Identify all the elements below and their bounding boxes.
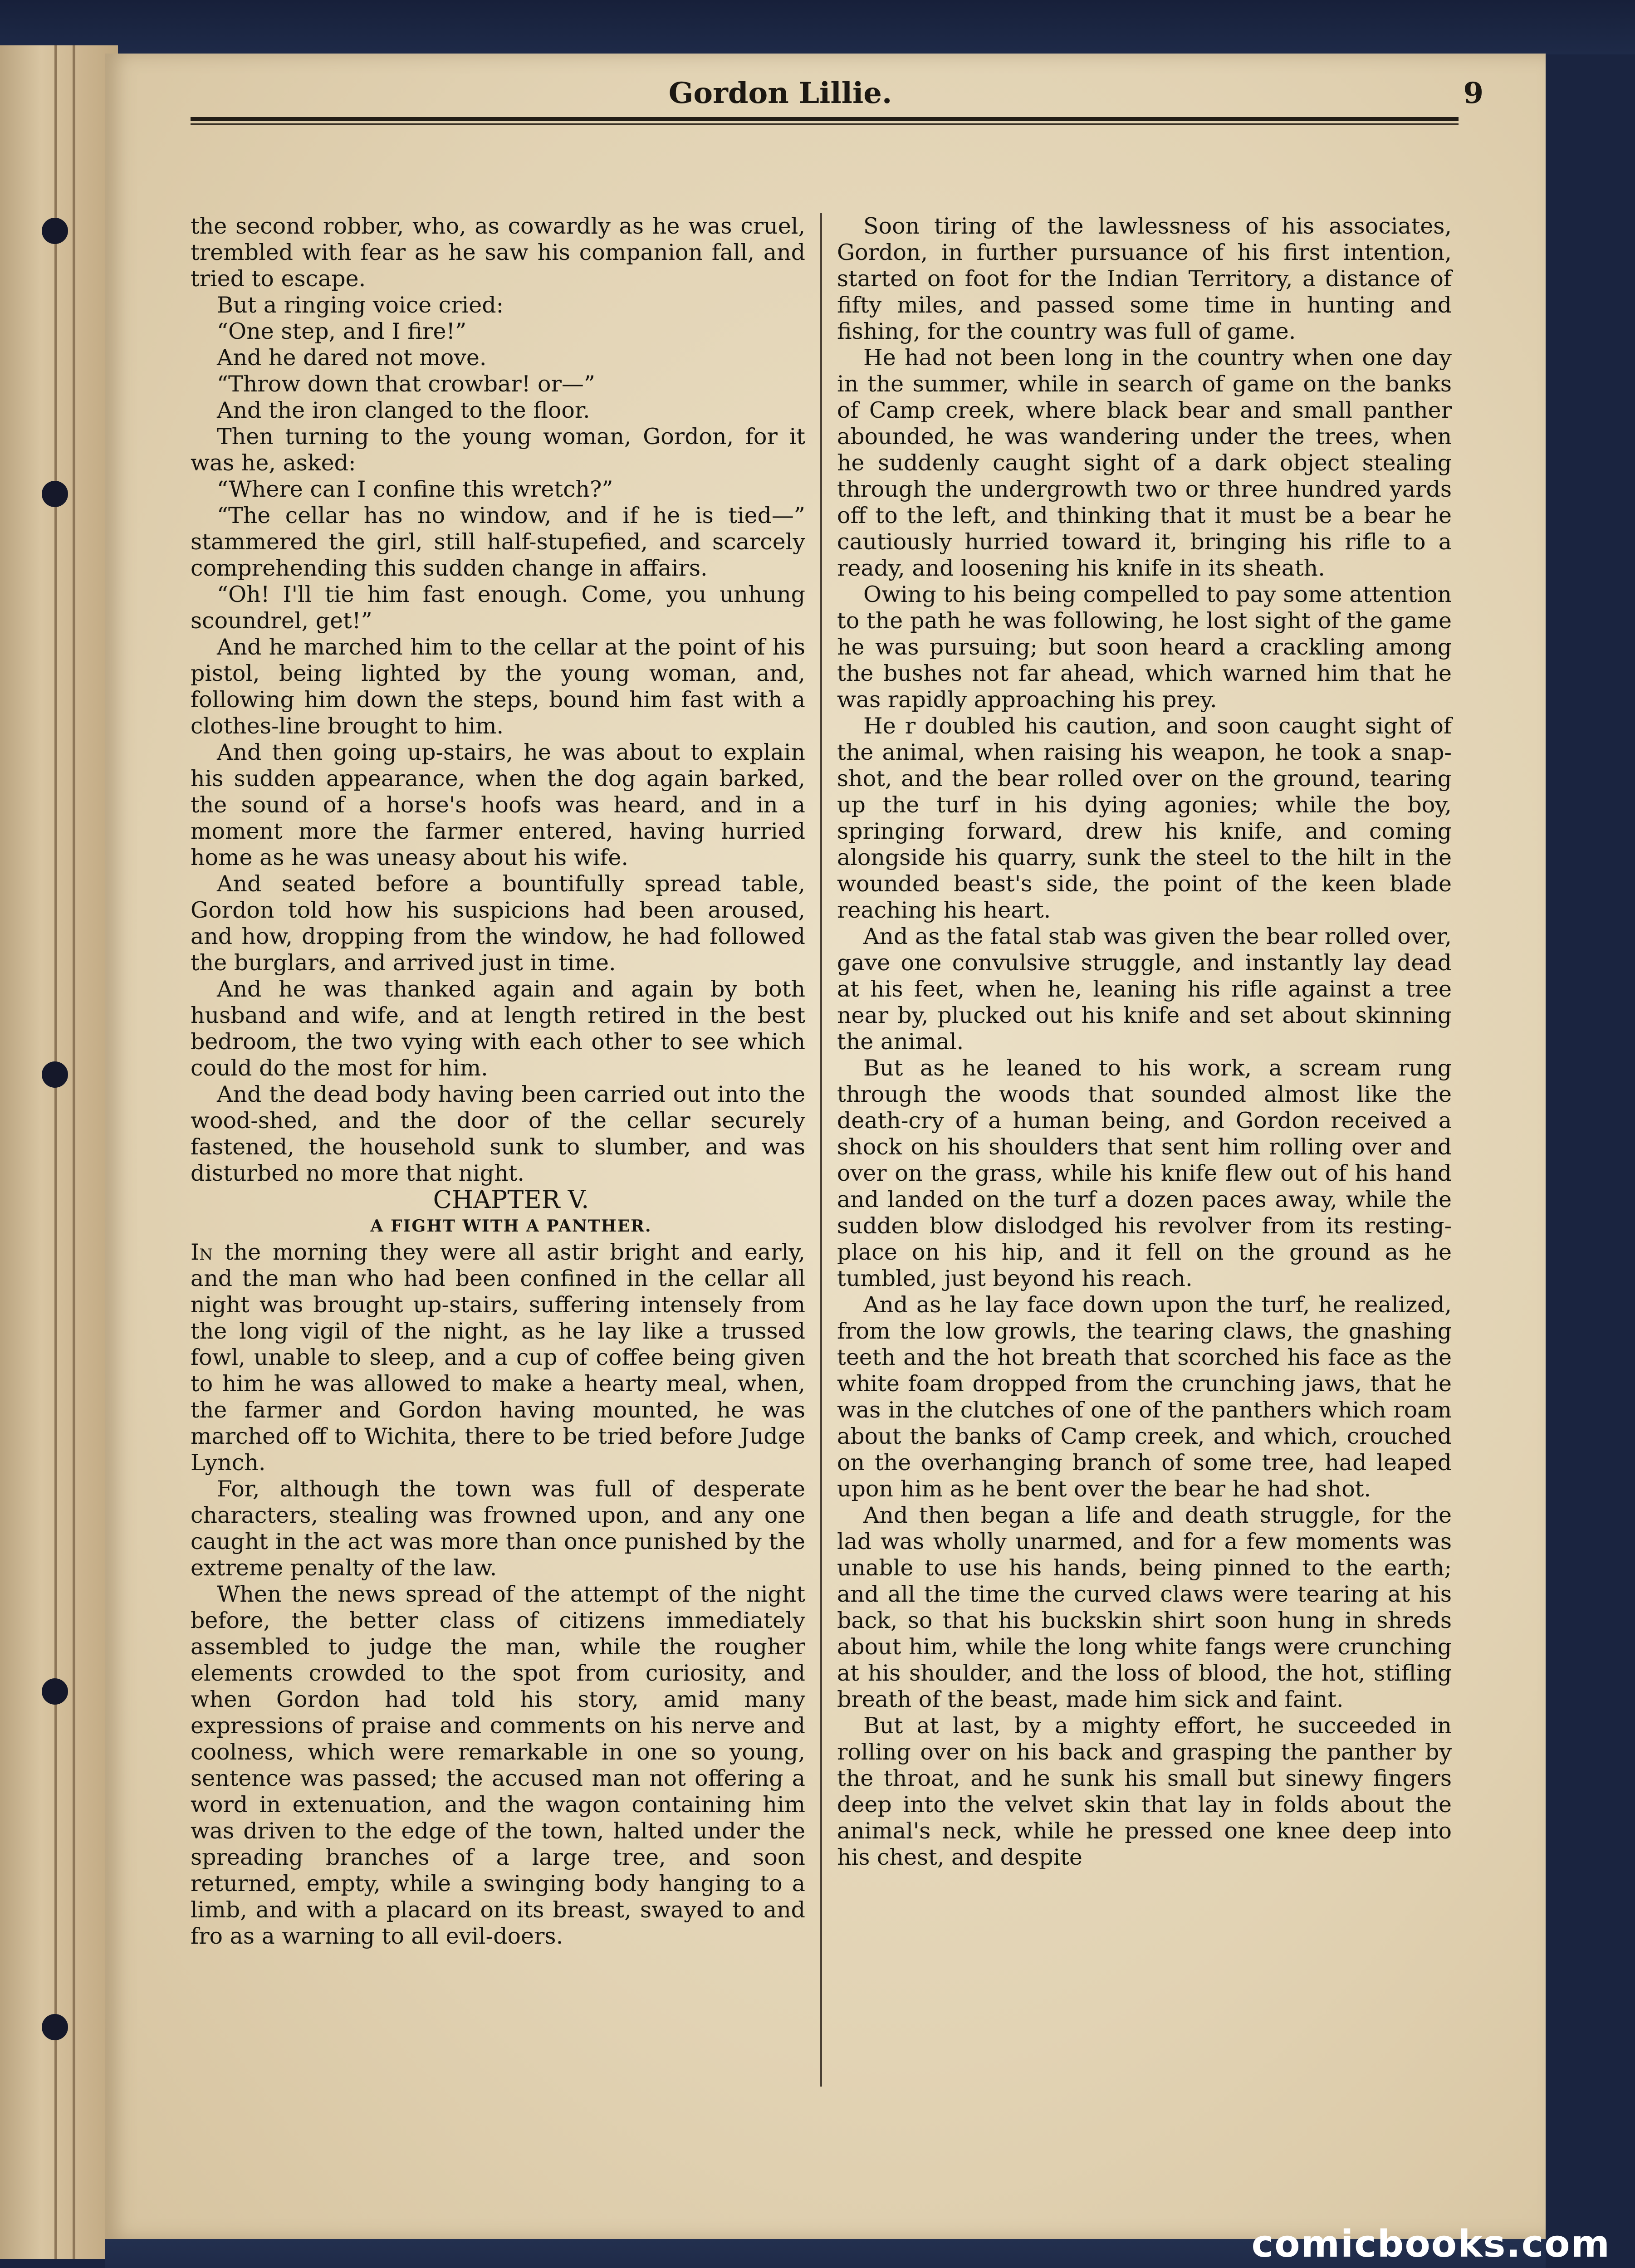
page-number: 9 (1463, 76, 1483, 110)
paragraph: He r doubled his caution, and soon caught sight of the animal, when raising his weapon, he took a snap-shot, and the bear rolled over on the ground, tearing up the turf in his dying agonies; while the boy, springing forward, drew his knife, and coming alongside his quarry, sunk the steel to the hilt in the wounded beast's side, the point of the keen blade reaching his heart. (837, 713, 1452, 923)
paragraph: And he dared not move. (217, 345, 487, 371)
paragraph: And seated before a bountifully spread table, Gordon told how his suspicions had been aroused, and how, dropping from the window, he had followed the burglars, and arrived just in time. (191, 871, 805, 976)
binding-stitch-hole (42, 1678, 68, 1705)
spine-fold-line (54, 45, 57, 2259)
paragraph: And the iron clanged to the floor. (217, 397, 590, 423)
paragraph: And he marched him to the cellar at the point of his pistol, being lighted by the young woman, and, following him down the steps, bound him fast with a clothes-line brought to him. (191, 634, 805, 739)
paragraph: And then began a life and death struggle, for the lad was wholly unarmed, and for a few moments was unable to use his hands, being pinned to the earth; and all the time the curved claws were tearing at his back, so that his buckskin shirt soon hung in shreds about him, while the long white fangs were crunching at his shoulder, and the loss of blood, the hot, stifling breath of the beast, made him sick and faint. (837, 1502, 1452, 1712)
running-header-title: Gordon Lillie. (668, 76, 892, 110)
paragraph: For, although the town was full of desperate characters, stealing was frowned upon, and any one caught in the act was more than once punished by the extreme penalty of the law. (191, 1476, 805, 1581)
paragraph: He had not been long in the country when one day in the summer, while in search of game on the banks of Camp creek, where black bear and small panther abounded, he was wandering under the trees, when he suddenly caught sight of a dark object stealing through the undergrowth two or three hundred yards off to the left, and thinking that it must be a bear he cautiously hurried toward it, bringing his rifle to a ready, and loosening his knife in its sheath. (837, 345, 1452, 581)
paragraph: Then turning to the young woman, Gordon, for it was he, asked: (191, 424, 805, 476)
chapter-opening-paragraph (191, 1239, 805, 1476)
paragraph: And he was thanked again and again by both husband and wife, and at length retired in the best bedroom, the two vying with each other to see which could do the most for him. (191, 976, 805, 1081)
header-rule-thin (191, 123, 1459, 125)
chapter-subtitle: A FIGHT WITH A PANTHER. (370, 1217, 652, 1236)
site-watermark: comicbooks.com (1251, 2223, 1611, 2266)
spine-fold-line (73, 45, 75, 2259)
paragraph: “The cellar has no window, and if he is tied—” stammered the girl, still half-stupefied, and scarcely comprehending this sudden change in affairs. (191, 503, 805, 581)
paragraph: And then going up-stairs, he was about to explain his sudden appearance, when the dog again barked, the sound of a horse's hoofs was heard, and in a moment more the farmer entered, having hurried home as he was uneasy about his wife. (191, 739, 805, 870)
paragraph: Owing to his being compelled to pay some attention to the path he was following, he lost sight of the game he was pursuing; but soon heard a crackling among the bushes not far ahead, which warned him that he was rapidly approaching his prey. (837, 582, 1452, 713)
paragraph: “Throw down that crowbar! or—” (217, 371, 595, 397)
paragraph: “One step, and I fire!” (217, 318, 467, 344)
binding-stitch-hole (42, 2014, 68, 2040)
binding-stitch-hole (42, 481, 68, 507)
binding-stitch-hole (42, 218, 68, 244)
paragraph: And as he lay face down upon the turf, he realized, from the low growls, the tearing claws, the gnashing teeth and the hot breath that scorched his face as the white foam dropped from the crunching jaws, that he was in the clutches of one of the panthers which roam about the banks of Camp creek, and which, crouched on the overhanging branch of some tree, had leaped upon him as he bent over the bear he had shot. (837, 1292, 1452, 1502)
chapter-first-word: In (191, 1239, 213, 1265)
chapter-heading: CHAPTER V. (433, 1185, 589, 1214)
chapter-opening-text: the morning they were all astir bright and early, and the man who had been confined in the cellar all night was brought up-stairs, suffering intensely from the long vigil of the night, as he lay like a trussed fowl, unable to sleep, and a cup of coffee being given to him he was allowed to make a hearty meal, when, the farmer and Gordon having mounted, he was marched off to Wichita, there to be tried before Judge Lynch. (191, 1239, 805, 1476)
paragraph: Soon tiring of the lawlessness of his associates, Gordon, in further pursuance of his first intention, started on foot for the Indian Territory, a distance of fifty miles, and passed some time in hunting and fishing, for the country was full of game. (837, 213, 1452, 344)
left-column-paragraphs-after (191, 1476, 805, 1950)
column-divider (820, 213, 822, 2087)
paragraph: But at last, by a mighty effort, he succeeded in rolling over on his back and grasping the panther by the throat, and he sunk his small but sinewy fingers deep into the velvet skin that lay in folds about the animal's neck, while he pressed one knee deep into his chest, and despite (837, 1713, 1452, 1870)
paragraph: the second robber, who, as cowardly as he was cruel, trembled with fear as he saw his companion fall, and tried to escape. (191, 213, 805, 292)
left-column-paragraphs (191, 213, 805, 1187)
right-text-column (837, 213, 1452, 1871)
header-rule (191, 117, 1459, 121)
paragraph: And as the fatal stab was given the bear rolled over, gave one convulsive struggle, and instantly lay dead at his feet, when he, leaning his rifle against a tree near by, plucked out his knife and set about skinning the animal. (837, 924, 1452, 1055)
paragraph: But as he leaned to his work, a scream rung through the woods that sounded almost like the death-cry of a human being, and Gordon received a shock on his shoulders that sent him rolling over and over on the grass, while his knife flew out of his hand and landed on the turf a dozen paces away, while the sudden blow dislodged his revolver from its resting-place on his hip, and it fell on the ground as he tumbled, just beyond his reach. (837, 1055, 1452, 1291)
paragraph: “Where can I confine this wretch?” (217, 476, 613, 502)
paragraph: When the news spread of the attempt of the night before, the better class of citizens immediately assembled to judge the man, while the rougher elements crowded to the spot from curiosity, and when Gordon had told his story, amid many expressions of praise and comments on his nerve and coolness, which were remarkable in one so young, sentence was passed; the accused man not offering a word in extenuation, and the wagon containing him was driven to the edge of the town, halted under the spreading branches of a large tree, and soon returned, empty, while a swinging body hanging to a limb, and with a placard on its breast, swayed to and fro as a warning to all evil-doers. (191, 1581, 805, 1949)
paragraph: And the dead body having been carried out into the wood-shed, and the door of the cellar securely fastened, the household sunk to slumber, and was disturbed no more that night. (191, 1081, 805, 1186)
paragraph: But a ringing voice cried: (217, 292, 504, 318)
paragraph: “Oh! I'll tie him fast enough. Come, you unhung scoundrel, get!” (191, 582, 805, 634)
left-text-column (191, 213, 805, 1950)
book-spine (0, 45, 118, 2259)
scan-backdrop-top (0, 0, 1635, 54)
binding-stitch-hole (42, 1061, 68, 1088)
